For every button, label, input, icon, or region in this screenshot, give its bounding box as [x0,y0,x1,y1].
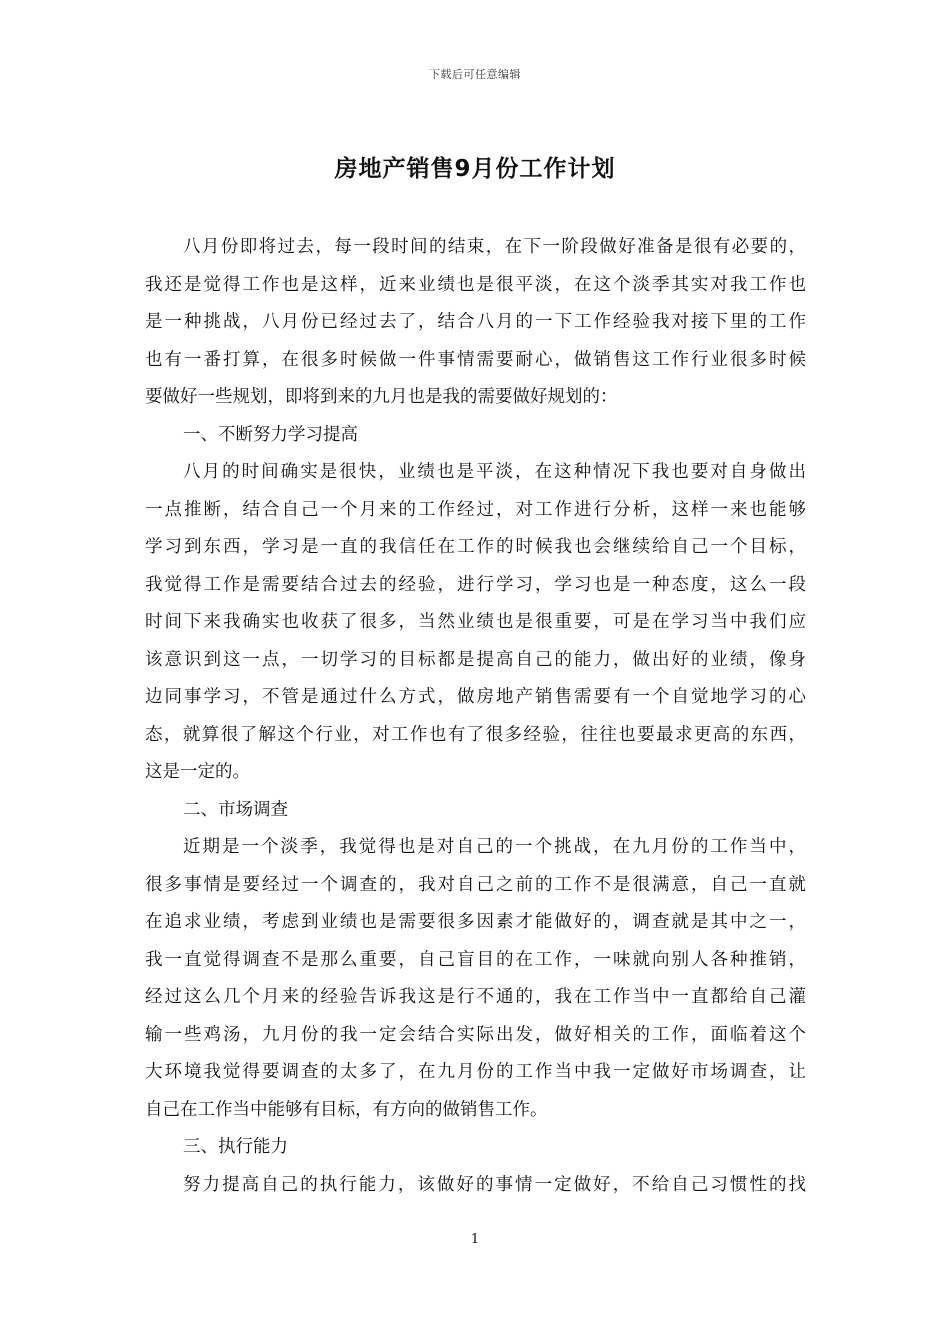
paragraph-line: 这是一定的。 [145,762,250,782]
page-number: 1 [470,1232,480,1247]
paragraph-line: 时间下来我确实也收获了很多，当然业绩也是很重要，可是在学习当中我们应 [145,612,806,632]
section-heading: 一、不断努力学习提高 [183,424,358,445]
paragraph-line: 很多事情是要经过一个调查的，我对自己之前的工作不是很满意，自己一直就 [145,874,806,895]
header-note: 下载后可任意编辑 [429,68,521,81]
paragraph-line: 八月的时间确实是很快，业绩也是平淡，在这种情况下我也要对自身做出 [183,462,806,482]
paragraph-line: 自己在工作当中能够有目标，有方向的做销售工作。 [145,1099,548,1120]
paragraph-line: 学习到东西，学习是一直的我信任在工作的时候我也会继续给自己一个目标， [145,537,806,557]
paragraph-line: 边同事学习，不管是通过什么方式，做房地产销售需要有一个自觉地学习的心 [145,687,806,707]
paragraph-line: 输一些鸡汤，九月份的我一定会结合实际出发，做好相关的工作，面临着这个 [145,1024,806,1045]
paragraph-line: 也有一番打算，在很多时候做一件事情需要耐心，做销售这工作行业很多时候 [145,349,806,370]
paragraph-line: 大环境我觉得要调查的太多了，在九月份的工作当中我一定做好市场调查，让 [145,1062,806,1082]
paragraph-line: 我觉得工作是需要结合过去的经验，进行学习，学习也是一种态度，这么一段 [145,574,806,595]
paragraph-line: 要做好一些规划，即将到来的九月也是我的需要做好规划的： [145,387,618,407]
paragraph-line: 一点推断，结合自己一个月来的工作经过，对工作进行分析，这样一来也能够 [145,499,806,520]
paragraph-line: 经过这么几个月来的经验告诉我这是行不通的，我在工作当中一直都给自己灌 [145,987,806,1007]
section-heading: 二、市场调查 [183,799,288,820]
paragraph-line: 态，就算很了解这个行业，对工作也有了很多经验，往往也要最求更高的东西， [145,724,806,745]
section-heading: 三、执行能力 [183,1137,288,1157]
paragraph-line: 我一直觉得调查不是那么重要，自己盲目的在工作，一味就向别人各种推销， [145,949,806,970]
paragraph-line: 八月份即将过去，每一段时间的结束，在下一阶段做好准备是很有必要的， [183,237,806,257]
document-title: 房地产销售9月份工作计划 [334,156,616,182]
paragraph-line: 我还是觉得工作也是这样，近来业绩也是很平淡，在这个淡季其实对我工作也 [145,274,806,295]
paragraph-line: 近期是一个淡季，我觉得也是对自己的一个挑战，在九月份的工作当中， [183,837,806,857]
document-body [145,229,806,1204]
paragraph-line: 是一种挑战，八月份已经过去了，结合八月的一下工作经验我对接下里的工作 [145,312,806,332]
paragraph-line: 在追求业绩，考虑到业绩也是需要很多因素才能做好的，调查就是其中之一， [145,912,806,932]
paragraph-line: 该意识到这一点，一切学习的目标都是提高自己的能力，做出好的业绩，像身 [145,649,806,670]
paragraph-line: 努力提高自己的执行能力，该做好的事情一定做好，不给自己习惯性的找 [183,1174,806,1195]
